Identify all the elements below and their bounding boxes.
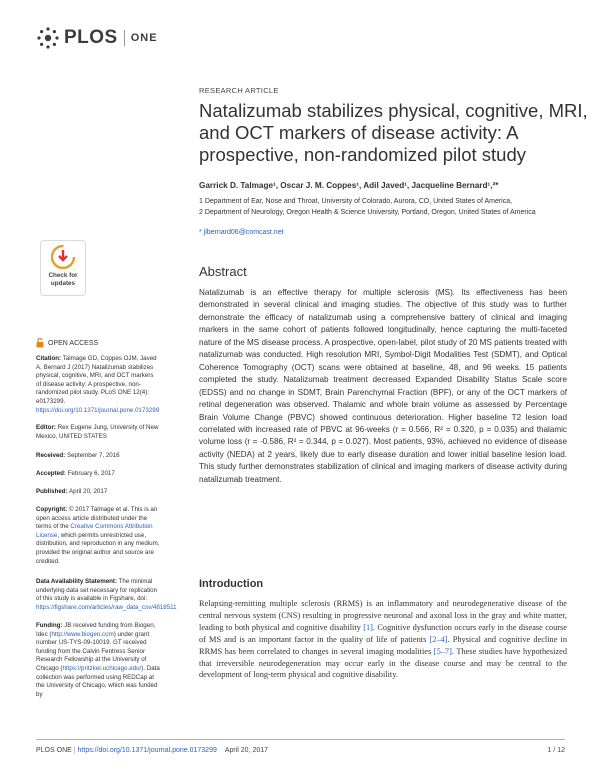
abstract-body: Natalizumab is an effective therapy for multiple sclerosis (MS). Its effectiveness has been demonstrated in several clinical and imaging studies. The objective of this study was to further demonstrate the efficacy of natalizumab using a comprehensive battery of clinical and imaging markers in the same cohort of patients followed longitudinally, hence capturing the multi-faceted nature of the MS disease process. A prospective, open-label, pilot study of 20 MS patients treated with natalizumab was conducted. High resolution MRI, Symbol-Digit Modalities Test (SDMT), and Optical Coherence Tomography (OCT) scans were obtained at baseline, 48, and 96 weeks. 15 patients completed the study. Natalizumab treatment decreased Expanded Disability Status Scale score (EDSS) and no change in SDMT, Brain Parenchymal Fraction (BPF), or any of the OCT markers of retinal degeneration was observed. Thalamic and whole brain volume as assessed by Percentage Brain Volume Change (PBVC) showed continuous deterioration. Higher baseline T2 lesion load correlated with increased rate of PBVC at 96-weeks (r = 0.566, R² = 0.320, p = 0.035) and thalamic volume loss (r = -0.586, R² = 0.344, p = 0.027). Most patients, 93%, achieved no evidence of disease activity (NEDA) at 2 years, likely due to early disease duration and lower initial baseline lesion load. This study further demonstrates stabilization of clinical and imaging markers of disease activity during natalizumab treatment. [199, 288, 567, 484]
editor-block [36, 424, 160, 441]
published-label: Published: [36, 488, 68, 495]
reference-link-1[interactable]: [1] [363, 622, 373, 632]
plos-dots-icon [36, 26, 60, 50]
data-availability-text: The minimal underlying data set necessary for replication of this study is available in Figshare, doi: [36, 578, 158, 603]
editor-label: Editor: [36, 424, 56, 431]
copyright-block [36, 506, 160, 566]
figshare-link[interactable]: https://figshare.com/articles/raw_data_csv/4818511 [36, 603, 177, 611]
funding-block [36, 622, 160, 699]
reference-link-2-4[interactable]: [2–4] [429, 634, 448, 644]
footer-separator: | [73, 747, 76, 754]
accepted-block [36, 470, 160, 479]
uchicago-link[interactable]: https://pritzker.uchicago.edu/ [62, 664, 142, 672]
article-title: Natalizumab stabilizes physical, cognitive, MRI, and OCT markers of disease activity: A prospective, non-randomized pilot study [199, 100, 588, 165]
footer-divider [36, 739, 565, 740]
editor-text: Rex Eugene Jung, University of New Mexico, UNITED STATES [36, 424, 159, 440]
open-access-label [36, 338, 98, 348]
accepted-date: February 6, 2017 [67, 470, 115, 477]
introduction-heading: Introduction [199, 578, 264, 590]
check-for-updates-badge[interactable] [40, 240, 86, 296]
badge-line-2: updates [50, 280, 76, 287]
page-number: 1 / 12 [547, 747, 565, 754]
received-block [36, 452, 160, 461]
citation-doi-link[interactable]: https://doi.org/10.1371/journal.pone.0173299 [36, 406, 160, 414]
logo-divider [124, 30, 125, 46]
footer-date: April 20, 2017 [224, 747, 269, 754]
received-date: September 7, 2016 [66, 452, 120, 459]
author-list: Garrick D. Talmage¹, Oscar J. M. Coppes¹, Adil Javed¹, Jacqueline Bernard¹,²* [199, 181, 499, 190]
reference-link-5-7[interactable]: [5–7] [433, 646, 452, 656]
intro-text-3: . Physical and cognitive decline in RRMS has been correlated to changes in several imaging modalities [199, 634, 567, 656]
biogen-link[interactable]: http://www.biogen.com [51, 630, 114, 638]
check-updates-icon [51, 245, 75, 269]
logo-plos-text: PLOS [64, 27, 118, 48]
citation-block [36, 355, 160, 415]
citation-label: Citation: [36, 355, 62, 362]
intro-text-1: Relapsing-remitting multiple sclerosis (RRMS) is an inflammatory and neurodegenerative disease of the central nervous system (CNS) resulting in progressive neuronal and axonal loss in the gray and white matter, leading to both physical and cognitive disability [199, 599, 567, 632]
funding-label: Funding: [36, 622, 63, 629]
footer-doi-link[interactable]: https://doi.org/10.1371/journal.pone.0173299 [77, 747, 217, 754]
cc-license-link[interactable]: Creative Commons Attribution License [36, 523, 153, 539]
logo-one-text: ONE [130, 32, 158, 44]
funding-text-2: ) under grant number US-TYS-09-10019. GT received funding from the Calvin Fentress Senior Research Fellowship at the University of Chicago ( [36, 630, 150, 672]
footer-journal: PLOS ONE [36, 747, 72, 754]
intro-text-4: . These studies have hypothesized that irreversible neurodegeneration may occur early in the disease course and may be central to the development of long-term physical and cognitive disability. [199, 646, 568, 680]
affiliation-2: 2 Department of Neurology, Oregon Health & Science University, Portland, Oregon, United States of America [199, 209, 536, 216]
funding-text-1: JB received funding from Biogen, Idec ( [36, 622, 156, 638]
copyright-text-1: © 2017 Talmage et al. This is an open access article distributed under the terms of the [36, 506, 158, 531]
badge-line-1: Check for [48, 272, 78, 279]
data-availability-label: Data Availability Statement: [36, 578, 118, 585]
data-availability-block [36, 578, 177, 612]
article-type-label: RESEARCH ARTICLE [199, 86, 279, 95]
introduction-body [199, 598, 567, 681]
received-label: Received: [36, 452, 66, 459]
funding-text-3: ). Data collection was performed using REDCap at the University of Chicago, which was funded by [36, 664, 160, 698]
published-block [36, 488, 160, 497]
copyright-label: Copyright: [36, 506, 68, 513]
abstract-heading: Abstract [199, 264, 247, 279]
open-access-text: OPEN ACCESS [48, 339, 99, 347]
open-lock-icon [36, 338, 44, 348]
page-footer [36, 747, 268, 754]
affiliation-1: 1 Department of Ear, Nose and Throat, University of Colorado, Aurora, CO, United States of America, [199, 198, 513, 205]
intro-text-2: . Cognitive dysfunction occurs early in the disease course of MS and is an important factor in the quality of life of patients [199, 622, 567, 644]
plos-one-logo[interactable] [36, 26, 158, 50]
copyright-text-2: , which permits unrestricted use, distribution, and reproduction in any medium, provided the original author and source are credited. [36, 531, 160, 565]
corresponding-email[interactable]: * jlbernard06@comcast.net [199, 229, 284, 236]
accepted-label: Accepted: [36, 470, 66, 477]
published-date: April 20, 2017 [69, 488, 108, 495]
citation-text: Talmage GD, Coppes OJM, Javed A, Bernard J (2017) Natalizumab stabilizes physical, cognitive, MRI, and OCT markers of disease activity: A prospective, non-randomized pilot study. PLoS ONE 12(4): e0173299. [36, 355, 157, 405]
